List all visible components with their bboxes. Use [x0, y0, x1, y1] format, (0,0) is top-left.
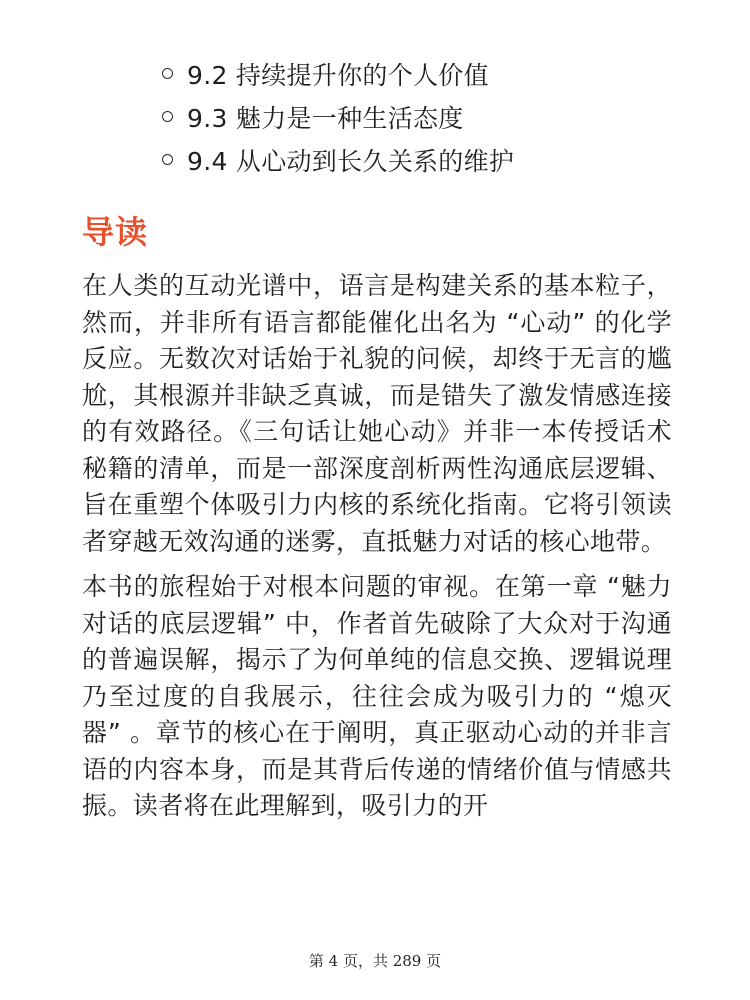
paragraph: 在人类的互动光谱中，语言是构建关系的基本粒子，然而，并非所有语言都能催化出名为 “心动” 的化学反应。无数次对话始于礼貌的问候，却终于无言的尴尬，其根源并非缺乏真诚，而是错失了激发情感连接的有效路径。《三句话让她心动》并非一本传授话术秘籍的清单，而是一部深度剖析两性沟通底层逻辑、旨在重塑个体吸引力内核的系统化指南。它将引领读者穿越无效沟通的迷雾，直抵魅力对话的核心地带。	[82, 271, 672, 556]
toc-item[interactable]	[162, 138, 514, 181]
toc-item-label: 9.4 从心动到长久关系的维护	[187, 146, 515, 176]
toc-item-label: 9.3 魅力是一种生活态度	[187, 103, 464, 133]
section-heading: 导读	[82, 213, 149, 251]
paragraph: 本书的旅程始于对根本问题的审视。在第一章 “魅力对话的底层逻辑” 中，作者首先破除了大众对于沟通的普遍误解，揭示了为何单纯的信息交换、逻辑说理乃至过度的自我展示，往往会成为吸引力的 “熄灭器” 。章节的核心在于阐明，真正驱动心动的并非言语的内容本身，而是其背后传递的情绪价值与情感共振。读者将在此理解到，吸引力的开	[82, 572, 672, 820]
circle-bullet-icon	[162, 68, 173, 79]
body-text	[82, 268, 672, 834]
table-of-contents	[162, 52, 514, 181]
toc-item[interactable]	[162, 52, 514, 95]
toc-item[interactable]	[162, 95, 514, 138]
toc-item-label: 9.2 持续提升你的个人价值	[187, 60, 489, 90]
circle-bullet-icon	[162, 111, 173, 122]
page-number: 第 4 页，共 289 页	[308, 952, 442, 970]
circle-bullet-icon	[162, 154, 173, 165]
